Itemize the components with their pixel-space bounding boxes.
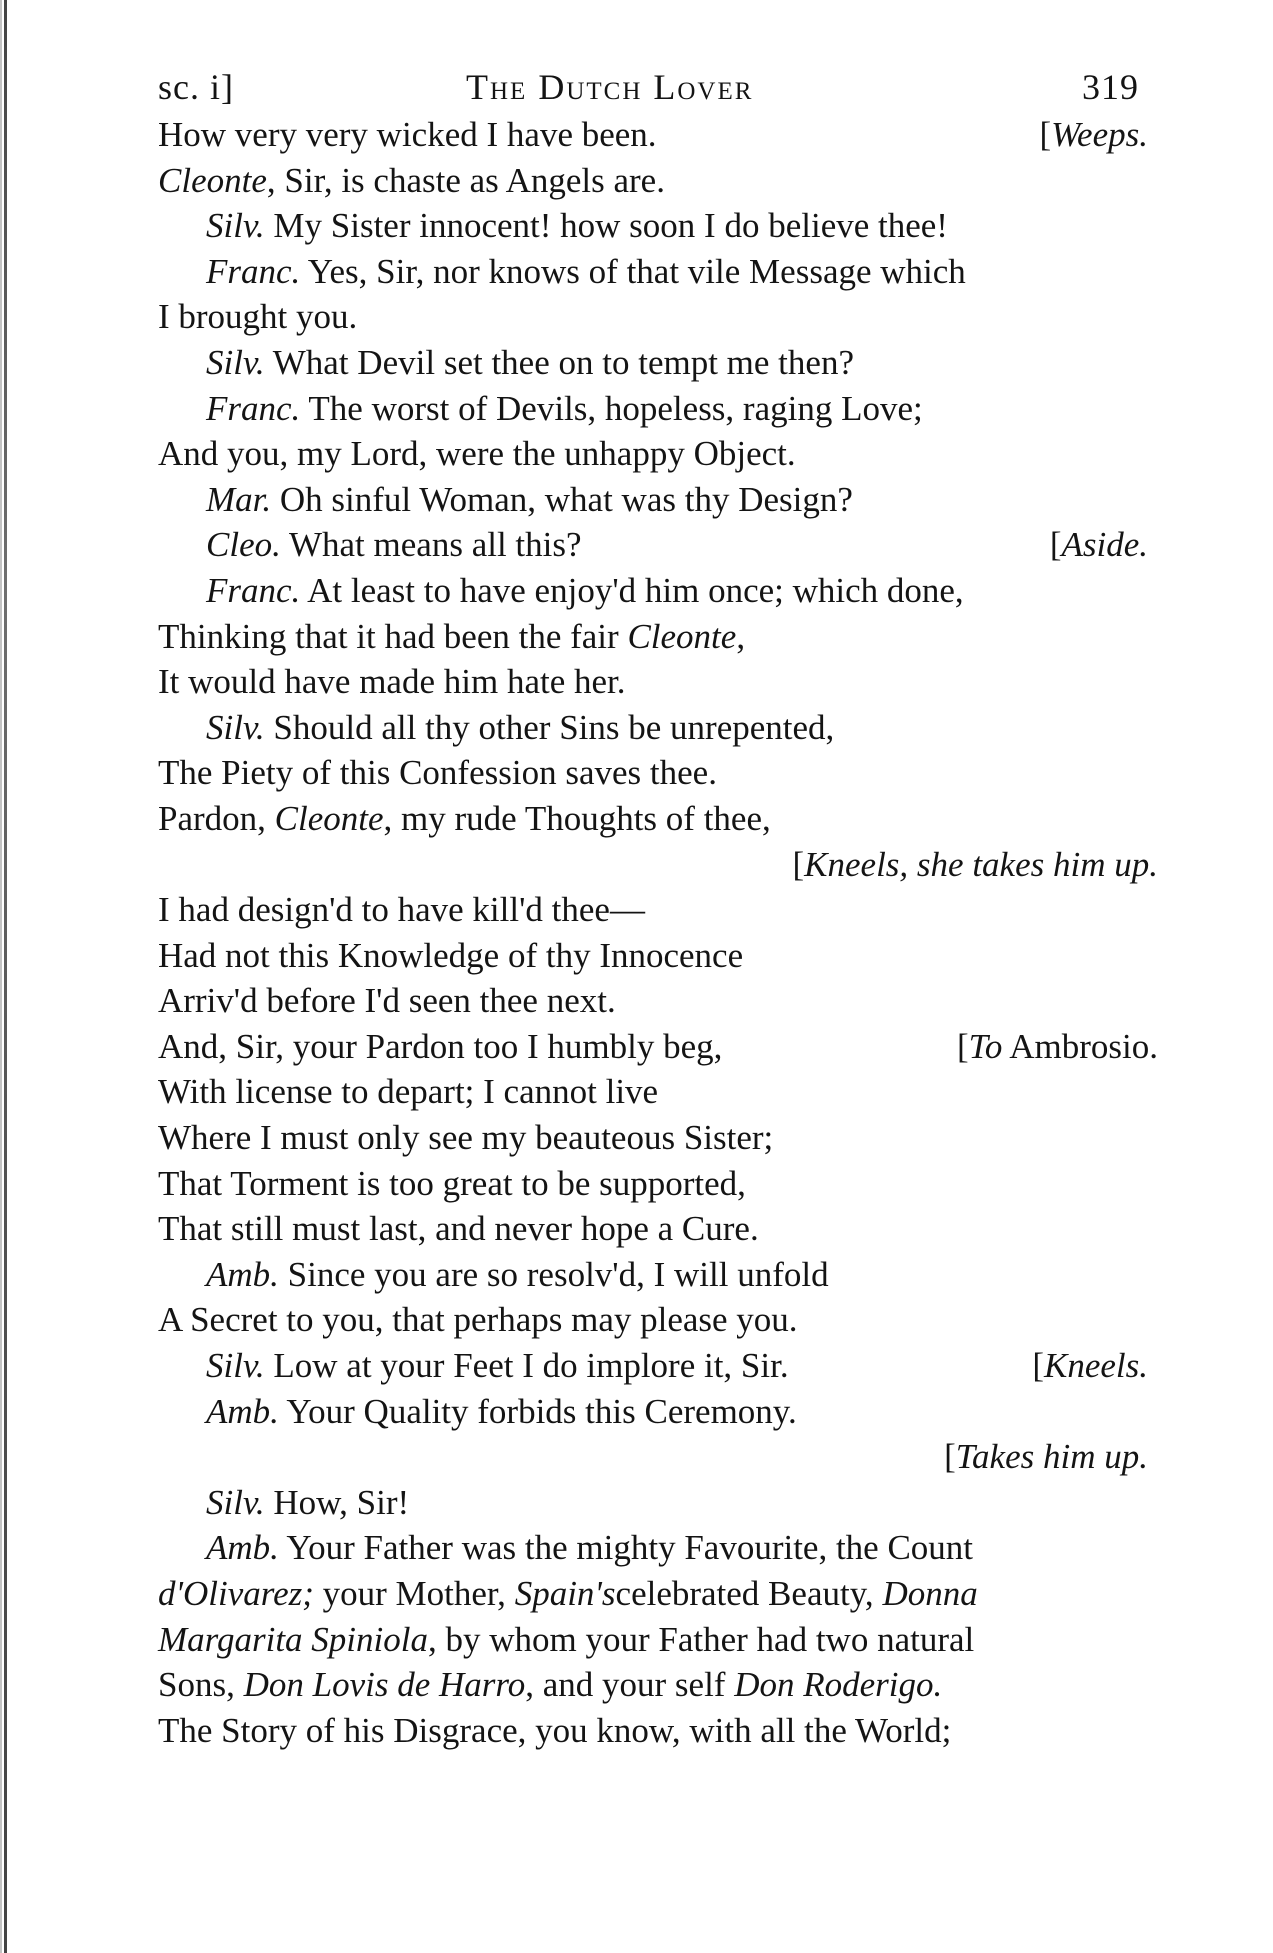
text-line: Had not this Knowledge of thy Innocence <box>158 935 744 975</box>
stage-direction: [Kneels, she takes him up. <box>792 844 1158 884</box>
speaker-name: Franc. <box>206 251 301 291</box>
running-title: The Dutch Lover <box>466 67 754 107</box>
text-line: With license to depart; I cannot live <box>158 1072 659 1112</box>
scene-marker: sc. i] <box>158 67 234 107</box>
speech-line: Silv. What Devil set thee on to tempt me then? <box>206 342 854 382</box>
text-line: Sons, Don Lovis de Harro, and your self Don Roderigo. <box>158 1665 943 1705</box>
text-line: The Story of his Disgrace, you know, with all the World; <box>158 1710 952 1750</box>
character-name: Cleonte <box>274 798 384 838</box>
stage-direction: [Takes him up. <box>944 1437 1148 1477</box>
speaker-name: Silv. <box>206 1482 265 1522</box>
running-header <box>158 62 1158 112</box>
text-line: Pardon, Cleonte, my rude Thoughts of thee, <box>158 798 771 838</box>
text-line: The Piety of this Confession saves thee. <box>158 753 717 793</box>
stage-direction: [Weeps. <box>1039 115 1148 154</box>
character-name: Cleonte <box>627 616 737 656</box>
text-line: That still must last, and never hope a Cure. <box>158 1209 759 1249</box>
text-line: I had design'd to have kill'd thee— <box>158 890 645 930</box>
stage-direction-line <box>158 1434 1158 1480</box>
speaker-name: Franc. <box>206 570 301 610</box>
speaker-name: Amb. <box>206 1528 279 1568</box>
text-line: Margarita Spiniola, by whom your Father had two natural <box>158 1619 975 1659</box>
speaker-name: Silv. <box>206 707 265 747</box>
character-name: Don Roderigo. <box>734 1665 943 1705</box>
text-line: That Torment is too great to be supported, <box>158 1163 746 1203</box>
text-line: Arriv'd before I'd seen thee next. <box>158 981 616 1021</box>
character-name: d'Olivarez; <box>158 1574 314 1613</box>
text-line: How very very wicked I have been. [Weeps. <box>158 112 1158 158</box>
text-line: And, Sir, your Pardon too I humbly beg, [To Ambrosio. <box>158 1024 1158 1070</box>
stage-direction-line <box>158 842 1158 888</box>
text-line: It would have made him hate her. <box>158 662 626 702</box>
speech-line: Silv. My Sister innocent! how soon I do believe thee! <box>206 206 948 246</box>
speaker-name: Franc. <box>206 388 301 428</box>
speaker-name: Mar. <box>206 479 272 519</box>
page-number: 319 <box>1082 67 1139 107</box>
speech-line: Franc. At least to have enjoy'd him once; which done, <box>206 570 964 610</box>
stage-direction: [Kneels. <box>1032 1346 1148 1386</box>
character-name: Don Lovis de Harro <box>243 1665 526 1705</box>
book-page <box>158 62 1158 1753</box>
stage-direction: [Aside. <box>1049 525 1148 565</box>
text-line: Cleonte, Sir, is chaste as Angels are. <box>158 160 665 200</box>
speaker-name: Amb. <box>206 1391 279 1431</box>
place-name: Spain's <box>514 1574 616 1613</box>
text-line: And you, my Lord, were the unhappy Object. <box>158 434 796 474</box>
speaker-name: Silv. <box>206 206 265 246</box>
page-edge-shadow <box>0 0 2 1953</box>
character-name: Margarita Spiniola <box>158 1619 428 1659</box>
speech-line: Franc. Yes, Sir, nor knows of that vile Message which <box>206 251 966 291</box>
speech-line: Amb. Since you are so resolv'd, I will unfold <box>206 1254 829 1294</box>
speech-line: Silv. How, Sir! <box>206 1482 410 1522</box>
character-name: Cleonte <box>158 160 267 200</box>
speaker-name: Silv. <box>206 1346 265 1386</box>
speaker-name: Amb. <box>206 1254 279 1294</box>
character-name: Donna <box>882 1574 978 1613</box>
text-line: I brought you. <box>158 297 358 337</box>
speech-line: Franc. The worst of Devils, hopeless, raging Love; <box>206 388 923 428</box>
speaker-name: Cleo. <box>206 525 281 565</box>
speech-line: Amb. Your Quality forbids this Ceremony. <box>206 1391 797 1431</box>
text-line: Thinking that it had been the fair Cleonte, <box>158 616 746 656</box>
binding-edge <box>4 0 7 1953</box>
stage-direction: [To Ambrosio. <box>957 1026 1158 1066</box>
speech-line: Mar. Oh sinful Woman, what was thy Design? <box>206 479 853 519</box>
text-line: d'Olivarez; your Mother, Spain'scelebrated Beauty, Donna <box>158 1574 978 1613</box>
speaker-name: Silv. <box>206 342 265 382</box>
speech-line: Silv. Should all thy other Sins be unrepented, <box>206 707 835 747</box>
play-text <box>158 112 1158 1753</box>
speech-line: Silv. Low at your Feet I do implore it, Sir. [Kneels. <box>158 1343 1158 1389</box>
text-line: A Secret to you, that perhaps may please you. <box>158 1300 798 1340</box>
text-line: Where I must only see my beauteous Sister; <box>158 1118 774 1158</box>
speech-line: Amb. Your Father was the mighty Favourite, the Count <box>206 1528 974 1568</box>
speech-line: Cleo. What means all this? [Aside. <box>158 522 1158 568</box>
